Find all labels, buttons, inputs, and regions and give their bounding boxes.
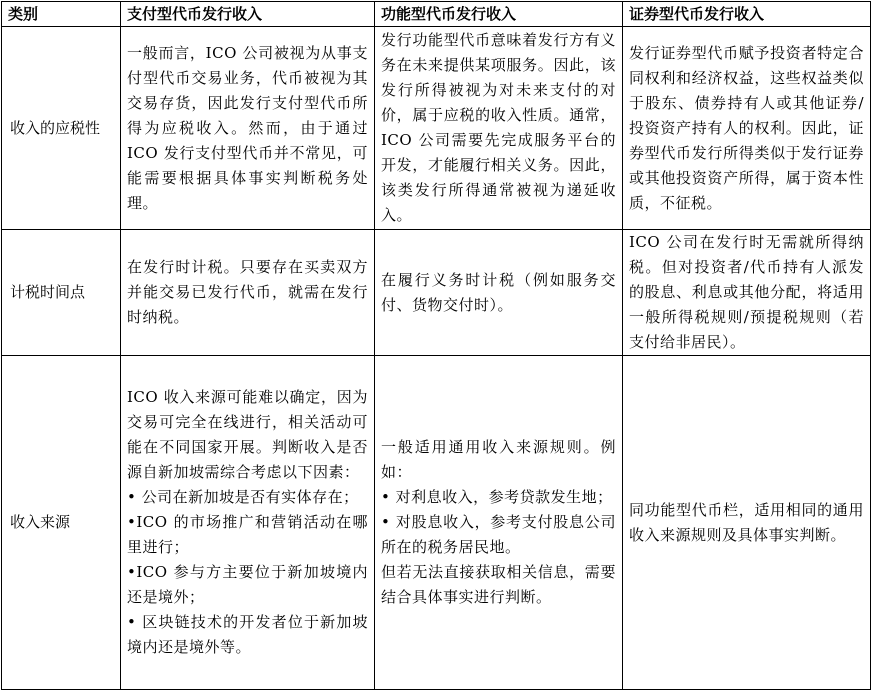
utility-source-intro: 一般适用通用收入来源规则。例如： xyxy=(381,438,616,481)
source-bullet: • 公司在新加坡是否有实体存在； xyxy=(127,488,359,506)
header-security-token: 证券型代币发行收入 xyxy=(623,2,871,27)
row-label-taxability: 收入的应税性 xyxy=(2,27,121,230)
cell-utility-source xyxy=(375,356,623,690)
source-intro: ICO 收入来源可能难以确定，因为交易可完全在线进行，相关活动可能在不同国家开展。判断收入是否源自新加坡需综合考虑以下因素： xyxy=(127,388,368,481)
row-label-timing: 计税时间点 xyxy=(2,230,121,356)
header-payment-token: 支付型代币发行收入 xyxy=(121,2,375,27)
table-row-timing xyxy=(2,230,871,356)
cell-utility-taxability: 发行功能型代币意味着发行方有义务在未来提供某项服务。因此，该发行所得被视为对未来支付的对价，属于应税的收入性质。通常，ICO 公司需要先完成服务平台的开发，才能履行相关义务。因此，该类发行所得通常被视为递延收入。 xyxy=(375,27,623,230)
table-row-taxability xyxy=(2,27,871,230)
header-utility-token: 功能型代币发行收入 xyxy=(375,2,623,27)
tax-comparison-table xyxy=(1,1,871,690)
row-label-source: 收入来源 xyxy=(2,356,121,690)
cell-utility-timing: 在履行义务时计税（例如服务交付、货物交付时）。 xyxy=(375,230,623,356)
utility-source-bullet: • 对股息收入，参考支付股息公司所在的税务居民地。 xyxy=(381,513,616,556)
utility-source-note: 但若无法直接获取相关信息，需要结合具体事实进行判断。 xyxy=(381,563,616,606)
cell-security-source: 同功能型代币栏，适用相同的通用收入来源规则及具体事实判断。 xyxy=(623,356,871,690)
cell-security-taxability: 发行证券型代币赋予投资者特定合同权利和经济权益，这些权益类似于股东、债券持有人或其他证券/投资资产持有人的权利。因此，证券型代币发行所得类似于发行证券或其他投资资产所得，属于资本性质，不征税。 xyxy=(623,27,871,230)
source-bullet: •ICO 参与方主要位于新加坡境内还是境外； xyxy=(127,563,368,606)
utility-source-bullet: • 对利息收入，参考贷款发生地； xyxy=(381,488,613,506)
cell-payment-source xyxy=(121,356,375,690)
header-row xyxy=(2,2,871,27)
source-bullet: •ICO 的市场推广和营销活动在哪里进行； xyxy=(127,513,368,556)
header-category: 类别 xyxy=(2,2,121,27)
source-bullet: • 区块链技术的开发者位于新加坡境内还是境外等。 xyxy=(127,613,368,656)
table-row-source xyxy=(2,356,871,690)
cell-security-timing: ICO 公司在发行时无需就所得纳税。但对投资者/代币持有人派发的股息、利息或其他分配，将适用一般所得税规则/预提税规则（若支付给非居民）。 xyxy=(623,230,871,356)
cell-payment-timing: 在发行时计税。只要存在买卖双方并能交易已发行代币，就需在发行时纳税。 xyxy=(121,230,375,356)
cell-payment-taxability: 一般而言，ICO 公司被视为从事支付型代币交易业务，代币被视为其交易存货，因此发行支付型代币所得为应税收入。然而，由于通过 ICO 发行支付型代币并不常见，可能需要根据具体事实判断税务处理。 xyxy=(121,27,375,230)
